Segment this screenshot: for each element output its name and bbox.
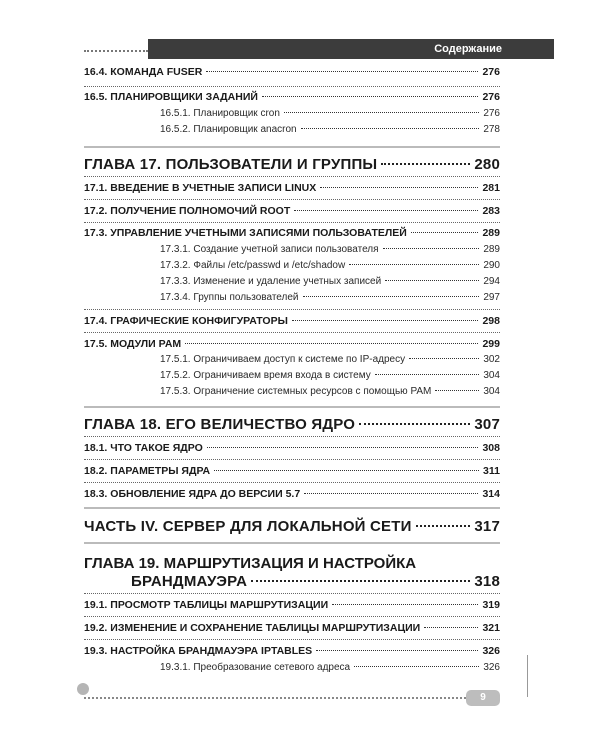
page-edge-mark (527, 655, 528, 697)
toc-entry-title: 17.1. ВВЕДЕНИЕ В УЧЕТНЫЕ ЗАПИСИ LINUX (84, 182, 317, 194)
toc-entry-17-2[interactable] (84, 205, 500, 217)
chapter-separator (84, 542, 500, 544)
leader-dots (416, 525, 471, 527)
separator (84, 639, 500, 640)
toc-entry-title: 16.4. КОМАНДА FUSER (84, 66, 203, 78)
toc-entry-19-3-1[interactable] (160, 662, 500, 673)
toc-entry-16-5[interactable] (84, 91, 500, 103)
leader-dots (381, 163, 470, 165)
toc-entry-title: 17.5.2. Ограничиваем время входа в систему (160, 370, 371, 381)
toc-entry-title: 17.4. ГРАФИЧЕСКИЕ КОНФИГУРАТОРЫ (84, 315, 288, 327)
separator (84, 436, 500, 437)
toc-entry-page: 314 (482, 488, 500, 500)
toc-entry-title: 17.3.3. Изменение и удаление учетных записей (160, 276, 382, 287)
toc-entry-17-3-2[interactable] (160, 260, 500, 271)
toc-part-title: ЧАСТЬ IV. СЕРВЕР ДЛЯ ЛОКАЛЬНОЙ СЕТИ (84, 518, 412, 535)
toc-entry-17-1[interactable] (84, 182, 500, 194)
toc-entry-title: 19.3.1. Преобразование сетевого адреса (160, 662, 351, 673)
toc-entry-page: 298 (482, 315, 500, 327)
chapter-separator (84, 406, 500, 408)
toc-entry-title: 17.3.4. Группы пользователей (160, 292, 299, 303)
toc-entry-17-3-1[interactable] (160, 244, 500, 255)
separator (84, 176, 500, 177)
leader-dots (301, 128, 480, 129)
leader-dots (294, 210, 478, 211)
toc-entry-16-5-2[interactable] (160, 124, 500, 135)
toc-entry-title: 18.2. ПАРАМЕТРЫ ЯДРА (84, 465, 211, 477)
leader-dots (385, 280, 479, 281)
footer-bullet (77, 683, 89, 695)
separator (84, 199, 500, 200)
toc-entry-18-2[interactable] (84, 465, 500, 477)
toc-entry-title: 17.5.3. Ограничение системных ресурсов с помощью PAM (160, 386, 432, 397)
toc-entry-19-2[interactable] (84, 622, 500, 634)
toc-entry-title: 19.1. ПРОСМОТР ТАБЛИЦЫ МАРШРУТИЗАЦИИ (84, 599, 329, 611)
leader-dots (359, 423, 470, 425)
toc-entry-page: 289 (482, 227, 500, 239)
toc-entry-17-3[interactable] (84, 227, 500, 239)
toc-entry-title: 17.5. МОДУЛИ PAM (84, 338, 182, 350)
toc-chapter-title: БРАНДМАУЭРА (131, 573, 248, 590)
leader-dots (214, 470, 479, 471)
toc-part-4[interactable] (84, 518, 500, 535)
leader-dots (424, 627, 478, 628)
leader-dots (292, 320, 479, 321)
toc-entry-title: 17.3.1. Создание учетной записи пользователя (160, 244, 379, 255)
leader-dots (354, 666, 479, 667)
toc-entry-19-3[interactable] (84, 645, 500, 657)
toc-entry-page: 276 (482, 66, 500, 78)
toc-entry-16-5-1[interactable] (160, 108, 500, 119)
toc-chapter-18[interactable] (84, 416, 500, 433)
toc-part-page: 317 (474, 518, 500, 535)
toc-entry-17-4[interactable] (84, 315, 500, 327)
separator (84, 459, 500, 460)
separator (84, 332, 500, 333)
toc-entry-page: 276 (483, 108, 500, 119)
leader-dots (320, 187, 478, 188)
chapter-separator (84, 146, 500, 148)
toc-entry-title: 17.5.1. Ограничиваем доступ к системе по IP-адресу (160, 354, 406, 365)
separator (84, 593, 500, 594)
toc-entry-title: 17.3.2. Файлы /etc/passwd и /etc/shadow (160, 260, 346, 271)
leader-dots (383, 248, 480, 249)
header-dotted-rule (84, 50, 148, 52)
leader-dots (411, 232, 479, 233)
toc-entry-18-3[interactable] (84, 488, 500, 500)
toc-entry-title: 18.3. ОБНОВЛЕНИЕ ЯДРА ДО ВЕРСИИ 5.7 (84, 488, 301, 500)
separator (84, 222, 500, 223)
toc-entry-page: 278 (483, 124, 500, 135)
separator (84, 482, 500, 483)
toc-chapter-title: ГЛАВА 18. ЕГО ВЕЛИЧЕСТВО ЯДРО (84, 416, 356, 433)
toc-entry-17-3-3[interactable] (160, 276, 500, 287)
toc-entry-17-5-3[interactable] (160, 386, 500, 397)
toc-entry-page: 276 (482, 91, 500, 103)
toc-entry-title: 16.5.2. Планировщик anacron (160, 124, 297, 135)
toc-entry-17-3-4[interactable] (160, 292, 500, 303)
toc-entry-page: 281 (482, 182, 500, 194)
toc-entry-page: 297 (483, 292, 500, 303)
toc-entry-title: 16.5.1. Планировщик cron (160, 108, 280, 119)
toc-entry-page: 311 (483, 465, 500, 477)
leader-dots (303, 296, 480, 297)
footer-dotted-rule (84, 697, 466, 699)
toc-entry-title: 17.3. УПРАВЛЕНИЕ УЧЕТНЫМИ ЗАПИСЯМИ ПОЛЬЗОВАТЕЛЕЙ (84, 227, 407, 239)
toc-entry-19-1[interactable] (84, 599, 500, 611)
toc-entry-page: 302 (483, 354, 500, 365)
separator (84, 86, 500, 87)
toc-chapter-page: 318 (474, 573, 500, 590)
toc-entry-page: 321 (482, 622, 500, 634)
toc-entry-page: 299 (482, 338, 500, 350)
toc-entry-page: 290 (483, 260, 500, 271)
toc-entry-page: 319 (482, 599, 500, 611)
leader-dots (349, 264, 479, 265)
toc-entry-17-5-2[interactable] (160, 370, 500, 381)
toc-chapter-title: ГЛАВА 17. ПОЛЬЗОВАТЕЛИ И ГРУППЫ (84, 156, 378, 173)
leader-dots (284, 112, 479, 113)
toc-chapter-19-line1[interactable]: ГЛАВА 19. МАРШРУТИЗАЦИЯ И НАСТРОЙКА (84, 555, 417, 572)
toc-entry-title: 17.2. ПОЛУЧЕНИЕ ПОЛНОМОЧИЙ ROOT (84, 205, 291, 217)
toc-entry-page: 308 (482, 442, 500, 454)
leader-dots (332, 604, 478, 605)
toc-entry-page: 326 (482, 645, 500, 657)
toc-entry-title: 18.1. ЧТО ТАКОЕ ЯДРО (84, 442, 203, 454)
toc-entry-18-1[interactable] (84, 442, 500, 454)
separator (84, 309, 500, 310)
chapter-separator (84, 507, 500, 509)
leader-dots (206, 71, 478, 72)
toc-entry-title: 19.2. ИЗМЕНЕНИЕ И СОХРАНЕНИЕ ТАБЛИЦЫ МАРШРУТИЗАЦИИ (84, 622, 421, 634)
toc-entry-16-4[interactable] (84, 66, 500, 78)
leader-dots (375, 374, 480, 375)
toc-entry-page: 304 (483, 370, 500, 381)
leader-dots (185, 343, 478, 344)
toc-entry-page: 304 (483, 386, 500, 397)
toc-chapter-17[interactable] (84, 156, 500, 173)
leader-dots (435, 390, 479, 391)
toc-entry-title: 16.5. ПЛАНИРОВЩИКИ ЗАДАНИЙ (84, 91, 258, 103)
running-header: Содержание (148, 39, 554, 59)
toc-entry-page: 326 (483, 662, 500, 673)
separator (84, 616, 500, 617)
toc-entry-17-5[interactable] (84, 338, 500, 350)
leader-dots (262, 96, 479, 97)
toc-chapter-page: 280 (474, 156, 500, 173)
leader-dots (304, 493, 478, 494)
leader-dots (316, 650, 478, 651)
toc-entry-page: 289 (483, 244, 500, 255)
toc-chapter-19[interactable] (131, 573, 500, 590)
toc-entry-17-5-1[interactable] (160, 354, 500, 365)
toc-entry-title: 19.3. НАСТРОЙКА БРАНДМАУЭРА IPTABLES (84, 645, 313, 657)
leader-dots (251, 580, 470, 582)
toc-entry-page: 294 (483, 276, 500, 287)
leader-dots (207, 447, 479, 448)
page-number-badge: 9 (466, 690, 500, 706)
toc-entry-page: 283 (482, 205, 500, 217)
toc-chapter-page: 307 (474, 416, 500, 433)
leader-dots (409, 358, 479, 359)
